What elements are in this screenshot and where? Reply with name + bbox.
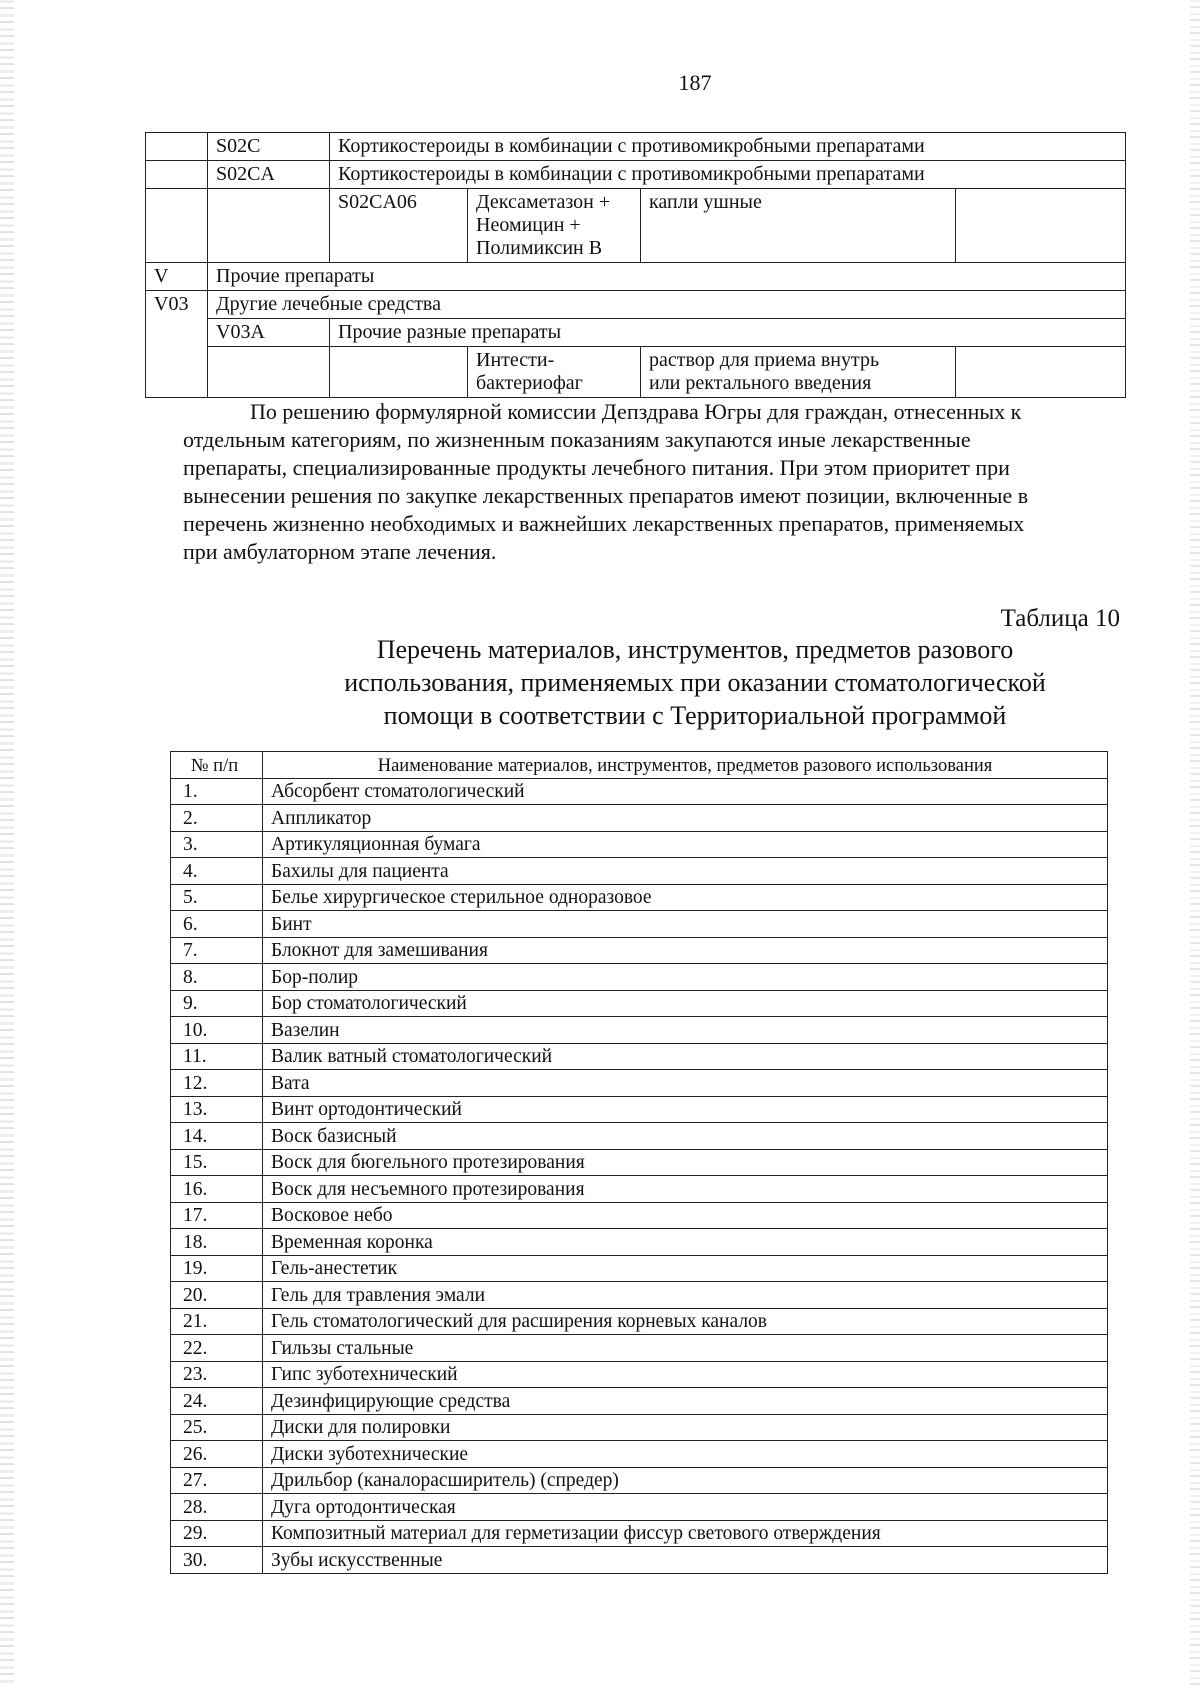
dosage-form: капли ушные bbox=[641, 189, 956, 263]
row-number: 12. bbox=[171, 1070, 263, 1097]
material-name: Гель для травления эмали bbox=[263, 1282, 1108, 1309]
table-cell bbox=[146, 133, 208, 161]
table-cell bbox=[956, 189, 1126, 263]
table-row bbox=[146, 133, 1126, 161]
row-number: 27. bbox=[171, 1467, 263, 1494]
material-name: Диски зуботехнические bbox=[263, 1441, 1108, 1468]
table-row bbox=[171, 1255, 1108, 1282]
material-name: Артикуляционная бумага bbox=[263, 831, 1108, 858]
table-row bbox=[171, 778, 1108, 805]
table-row bbox=[171, 1229, 1108, 1256]
table-row bbox=[171, 805, 1108, 832]
material-name: Дуга ортодонтическая bbox=[263, 1494, 1108, 1521]
table-row bbox=[171, 1441, 1108, 1468]
drug-name bbox=[468, 189, 641, 263]
material-name: Воск базисный bbox=[263, 1123, 1108, 1150]
table-row bbox=[171, 1202, 1108, 1229]
atc-code: S02CA06 bbox=[330, 189, 468, 263]
table-row bbox=[171, 1361, 1108, 1388]
row-number: 16. bbox=[171, 1176, 263, 1203]
table-row bbox=[171, 1494, 1108, 1521]
table-row bbox=[171, 1043, 1108, 1070]
row-number: 13. bbox=[171, 1096, 263, 1123]
material-name: Вазелин bbox=[263, 1017, 1108, 1044]
table-row bbox=[171, 858, 1108, 885]
paragraph-line: при амбулаторном этапе лечения. bbox=[183, 539, 497, 564]
material-name: Дрильбор (каналорасширитель) (спредер) bbox=[263, 1467, 1108, 1494]
row-number: 24. bbox=[171, 1388, 263, 1415]
table-row bbox=[171, 990, 1108, 1017]
material-name: Белье хирургическое стерильное одноразовое bbox=[263, 884, 1108, 911]
paragraph-line: препараты, специализированные продукты лечебного питания. При этом приоритет при bbox=[183, 455, 1010, 480]
row-number: 29. bbox=[171, 1520, 263, 1547]
row-number: 9. bbox=[171, 990, 263, 1017]
table-row bbox=[146, 189, 1126, 263]
table-row bbox=[171, 1414, 1108, 1441]
atc-code: S02C bbox=[208, 133, 330, 161]
row-number: 11. bbox=[171, 1043, 263, 1070]
material-name: Восковое небо bbox=[263, 1202, 1108, 1229]
material-name: Временная коронка bbox=[263, 1229, 1108, 1256]
table-row bbox=[146, 263, 1126, 291]
material-name: Бахилы для пациента bbox=[263, 858, 1108, 885]
table-row bbox=[146, 291, 1126, 319]
row-number: 25. bbox=[171, 1414, 263, 1441]
row-number: 28. bbox=[171, 1494, 263, 1521]
table-row bbox=[146, 161, 1126, 189]
table-cell bbox=[146, 189, 208, 263]
row-number: 23. bbox=[171, 1361, 263, 1388]
row-number: 6. bbox=[171, 911, 263, 938]
atc-group: Кортикостероиды в комбинации с противомикробными препаратами bbox=[330, 133, 1126, 161]
material-name: Воск для несъемного протезирования bbox=[263, 1176, 1108, 1203]
table-cell bbox=[956, 347, 1126, 398]
row-number: 18. bbox=[171, 1229, 263, 1256]
scan-edge-left bbox=[0, 0, 14, 1686]
material-name: Вата bbox=[263, 1070, 1108, 1097]
body-paragraph bbox=[183, 398, 1120, 566]
material-name: Аппликатор bbox=[263, 805, 1108, 832]
paragraph-line: перечень жизненно необходимых и важнейших лекарственных препаратов, применяемых bbox=[183, 511, 1025, 536]
material-name: Бор-полир bbox=[263, 964, 1108, 991]
row-number: 2. bbox=[171, 805, 263, 832]
row-number: 8. bbox=[171, 964, 263, 991]
page-number: 187 bbox=[678, 70, 712, 95]
row-number: 22. bbox=[171, 1335, 263, 1362]
table-row bbox=[171, 1520, 1108, 1547]
table-header-row bbox=[171, 752, 1108, 779]
table-row bbox=[171, 1176, 1108, 1203]
table-row bbox=[171, 1547, 1108, 1574]
table-row bbox=[171, 1467, 1108, 1494]
row-number: 20. bbox=[171, 1282, 263, 1309]
material-name: Винт ортодонтический bbox=[263, 1096, 1108, 1123]
atc-group: Прочие разные препараты bbox=[330, 319, 1126, 347]
dosage-form-line: раствор для приема внутрь bbox=[649, 349, 880, 371]
atc-group: Другие лечебные средства bbox=[208, 291, 1126, 319]
table-row bbox=[171, 911, 1108, 938]
row-number: 15. bbox=[171, 1149, 263, 1176]
paragraph-line: вынесении решения по закупке лекарственных препаратов имеют позиции, включенные в bbox=[183, 483, 1029, 508]
table-row bbox=[171, 1123, 1108, 1150]
material-name: Блокнот для замешивания bbox=[263, 937, 1108, 964]
drug-table bbox=[145, 132, 1126, 398]
row-number: 19. bbox=[171, 1255, 263, 1282]
material-name: Бинт bbox=[263, 911, 1108, 938]
table-row bbox=[171, 1017, 1108, 1044]
table-title bbox=[0, 633, 1200, 732]
table-title-line: помощи в соответствии с Территориальной программой bbox=[383, 701, 1007, 730]
material-name: Абсорбент стоматологический bbox=[263, 778, 1108, 805]
row-number: 3. bbox=[171, 831, 263, 858]
paragraph-line: отдельным категориям, по жизненным показаниям закупаются иные лекарственные bbox=[183, 427, 971, 452]
atc-code: V03 bbox=[146, 291, 208, 398]
drug-name-line: Неомицин + bbox=[476, 214, 581, 236]
table-cell bbox=[208, 347, 330, 398]
table-row bbox=[171, 937, 1108, 964]
row-number: 21. bbox=[171, 1308, 263, 1335]
table-row bbox=[146, 319, 1126, 347]
material-name: Дезинфицирующие средства bbox=[263, 1388, 1108, 1415]
row-number: 5. bbox=[171, 884, 263, 911]
material-name: Воск для бюгельного протезирования bbox=[263, 1149, 1108, 1176]
paragraph-line: По решению формулярной комиссии Депздрава Югры для граждан, отнесенных к bbox=[250, 399, 1022, 424]
table-cell bbox=[330, 347, 468, 398]
row-number: 4. bbox=[171, 858, 263, 885]
material-name: Диски для полировки bbox=[263, 1414, 1108, 1441]
table-label: Таблица 10 bbox=[1000, 605, 1120, 632]
drug-name bbox=[468, 347, 641, 398]
material-name: Зубы искусственные bbox=[263, 1547, 1108, 1574]
table-row bbox=[171, 964, 1108, 991]
materials-table bbox=[170, 751, 1108, 1574]
material-name: Гипс зуботехнический bbox=[263, 1361, 1108, 1388]
atc-code: S02CA bbox=[208, 161, 330, 189]
drug-name-line: Дексаметазон + bbox=[476, 191, 611, 213]
dosage-form bbox=[641, 347, 956, 398]
table-title-line: использования, применяемых при оказании стоматологической bbox=[344, 668, 1046, 697]
atc-group: Прочие препараты bbox=[208, 263, 1126, 291]
column-header-name: Наименование материалов, инструментов, предметов разового использования bbox=[263, 752, 1108, 779]
table-row bbox=[171, 1388, 1108, 1415]
scan-edge-right bbox=[1190, 0, 1200, 1686]
table-row bbox=[171, 1282, 1108, 1309]
row-number: 7. bbox=[171, 937, 263, 964]
row-number: 14. bbox=[171, 1123, 263, 1150]
row-number: 26. bbox=[171, 1441, 263, 1468]
table-cell bbox=[208, 189, 330, 263]
atc-code: V03A bbox=[208, 319, 330, 347]
drug-name-line: Полимиксин B bbox=[476, 237, 603, 259]
drug-name-line: Интести- bbox=[476, 349, 555, 371]
material-name: Валик ватный стоматологический bbox=[263, 1043, 1108, 1070]
table-row bbox=[171, 1308, 1108, 1335]
row-number: 30. bbox=[171, 1547, 263, 1574]
column-header-number: № п/п bbox=[171, 752, 263, 779]
table-row bbox=[146, 347, 1126, 398]
table-row bbox=[171, 831, 1108, 858]
material-name: Бор стоматологический bbox=[263, 990, 1108, 1017]
row-number: 1. bbox=[171, 778, 263, 805]
atc-code: V bbox=[146, 263, 208, 291]
row-number: 17. bbox=[171, 1202, 263, 1229]
material-name: Композитный материал для герметизации фиссур светового отверждения bbox=[263, 1520, 1108, 1547]
table-row bbox=[171, 1149, 1108, 1176]
table-cell bbox=[146, 161, 208, 189]
drug-name-line: бактериофаг bbox=[476, 372, 583, 394]
material-name: Гильзы стальные bbox=[263, 1335, 1108, 1362]
atc-group: Кортикостероиды в комбинации с противомикробными препаратами bbox=[330, 161, 1126, 189]
table-row bbox=[171, 1070, 1108, 1097]
table-row bbox=[171, 884, 1108, 911]
table-row bbox=[171, 1335, 1108, 1362]
table-row bbox=[171, 1096, 1108, 1123]
material-name: Гель-анестетик bbox=[263, 1255, 1108, 1282]
dosage-form-line: или ректального введения bbox=[649, 372, 872, 394]
material-name: Гель стоматологический для расширения корневых каналов bbox=[263, 1308, 1108, 1335]
table-title-line: Перечень материалов, инструментов, предметов разового bbox=[376, 635, 1014, 664]
row-number: 10. bbox=[171, 1017, 263, 1044]
